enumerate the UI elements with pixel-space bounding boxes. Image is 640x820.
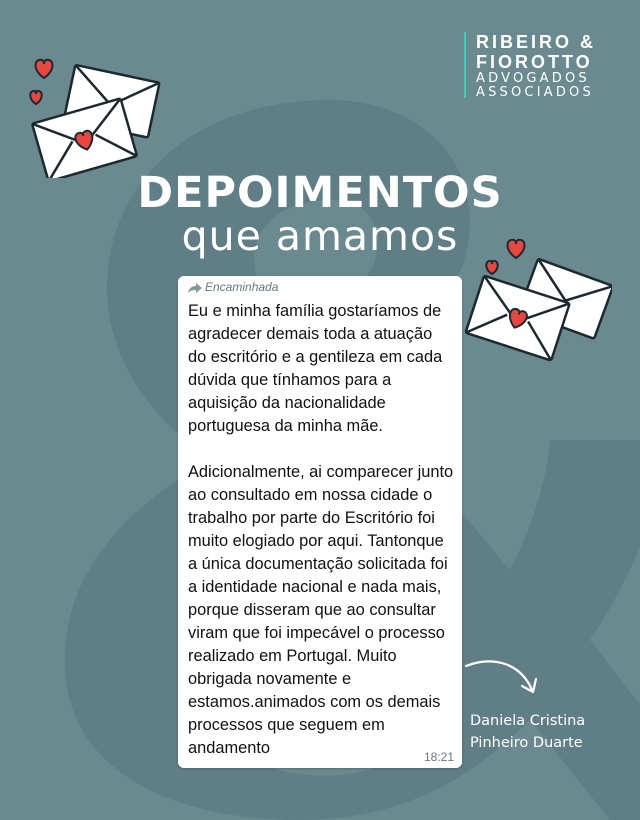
page-title: DEPOIMENTOS: [137, 168, 503, 218]
message-text: [188, 300, 454, 760]
heart-icon: [36, 60, 53, 78]
envelope-heart-icon: [462, 230, 612, 370]
forward-arrow-icon: [188, 283, 202, 293]
curved-arrow-icon: [462, 652, 542, 702]
brand-name-line1: RIBEIRO &: [476, 32, 597, 52]
message-paragraph-2: Adicionalmente, ai comparecer junto ao consultado em nossa cidade o trabalho por parte do Escritório foi muito elogiado por aqui. Tantonque a única documentação solicitada foi a identidade nacional e nada mais, porque disseram que ao consultar viram que foi impecável o processo realizado em Portugal. Muito obrigada novamente e estamos.animados com os demais processos que seguem em andamento: [188, 463, 454, 757]
message-paragraph-1: Eu e minha família gostaríamos de agradecer demais toda a atuação do escritório e a gentileza em cada dúvida que tínhamos para a aquisição da nacionalidade portuguesa da minha mãe.: [188, 302, 443, 435]
message-bubble: [178, 276, 462, 768]
brand-logo: [464, 32, 596, 98]
testimonial-author: [470, 710, 585, 754]
brand-subtitle-line2: ASSOCIADOS: [476, 85, 594, 100]
heart-icon: [508, 240, 525, 258]
forwarded-text: Encaminhada: [205, 280, 279, 294]
message-timestamp: 18:21: [423, 750, 454, 764]
brand-subtitle-line1: ADVOGADOS: [476, 71, 590, 86]
page-subtitle: que amamos: [181, 212, 459, 260]
brand-name-line2: FIOROTTO: [476, 52, 593, 72]
author-name-line2: Pinheiro Duarte: [470, 735, 583, 751]
author-name-line1: Daniela Cristina: [470, 713, 586, 729]
forwarded-label: [188, 280, 278, 294]
envelope-heart-icon: [24, 54, 164, 178]
